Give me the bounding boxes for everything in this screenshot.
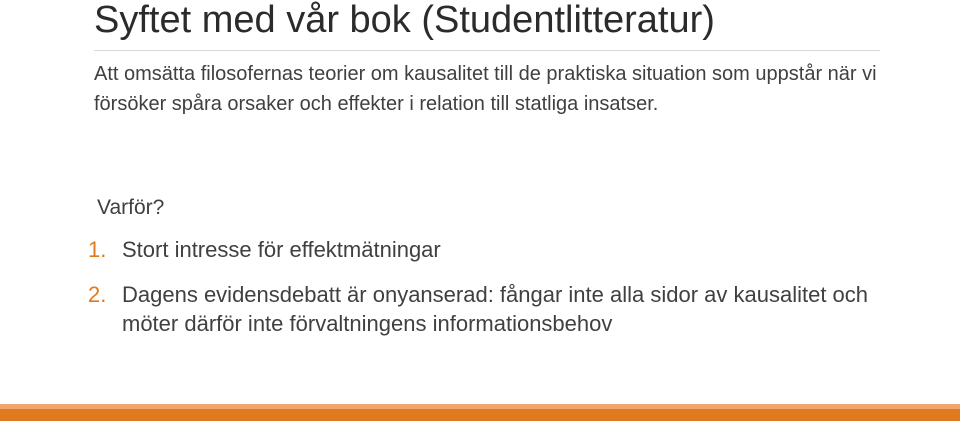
intro-paragraph: Att omsätta filosofernas teorier om kausalitet till de praktiska situation som uppstår när vi försöker spåra orsaker och effekter i relation till statliga insatser. bbox=[94, 63, 877, 115]
reason-number: 1. bbox=[88, 237, 107, 262]
reason-item-1 bbox=[88, 235, 928, 264]
question-heading: Varför? bbox=[97, 196, 165, 219]
slide-title: Syftet med vår bok (Studentlitteratur) bbox=[94, 0, 715, 41]
reasons-list bbox=[88, 235, 928, 354]
reason-text: Dagens evidensdebatt är onyanserad: fångar inte alla sidor av kausalitet och möter därför inte förvaltningens informationsbehov bbox=[122, 282, 869, 336]
reason-item-2 bbox=[88, 280, 928, 338]
title-divider bbox=[94, 50, 880, 51]
footer-accent-bar-dark bbox=[0, 409, 960, 421]
footer-accent-bar bbox=[0, 404, 960, 421]
reason-text: Stort intresse för effektmätningar bbox=[122, 237, 441, 262]
reason-number: 2. bbox=[88, 282, 107, 307]
